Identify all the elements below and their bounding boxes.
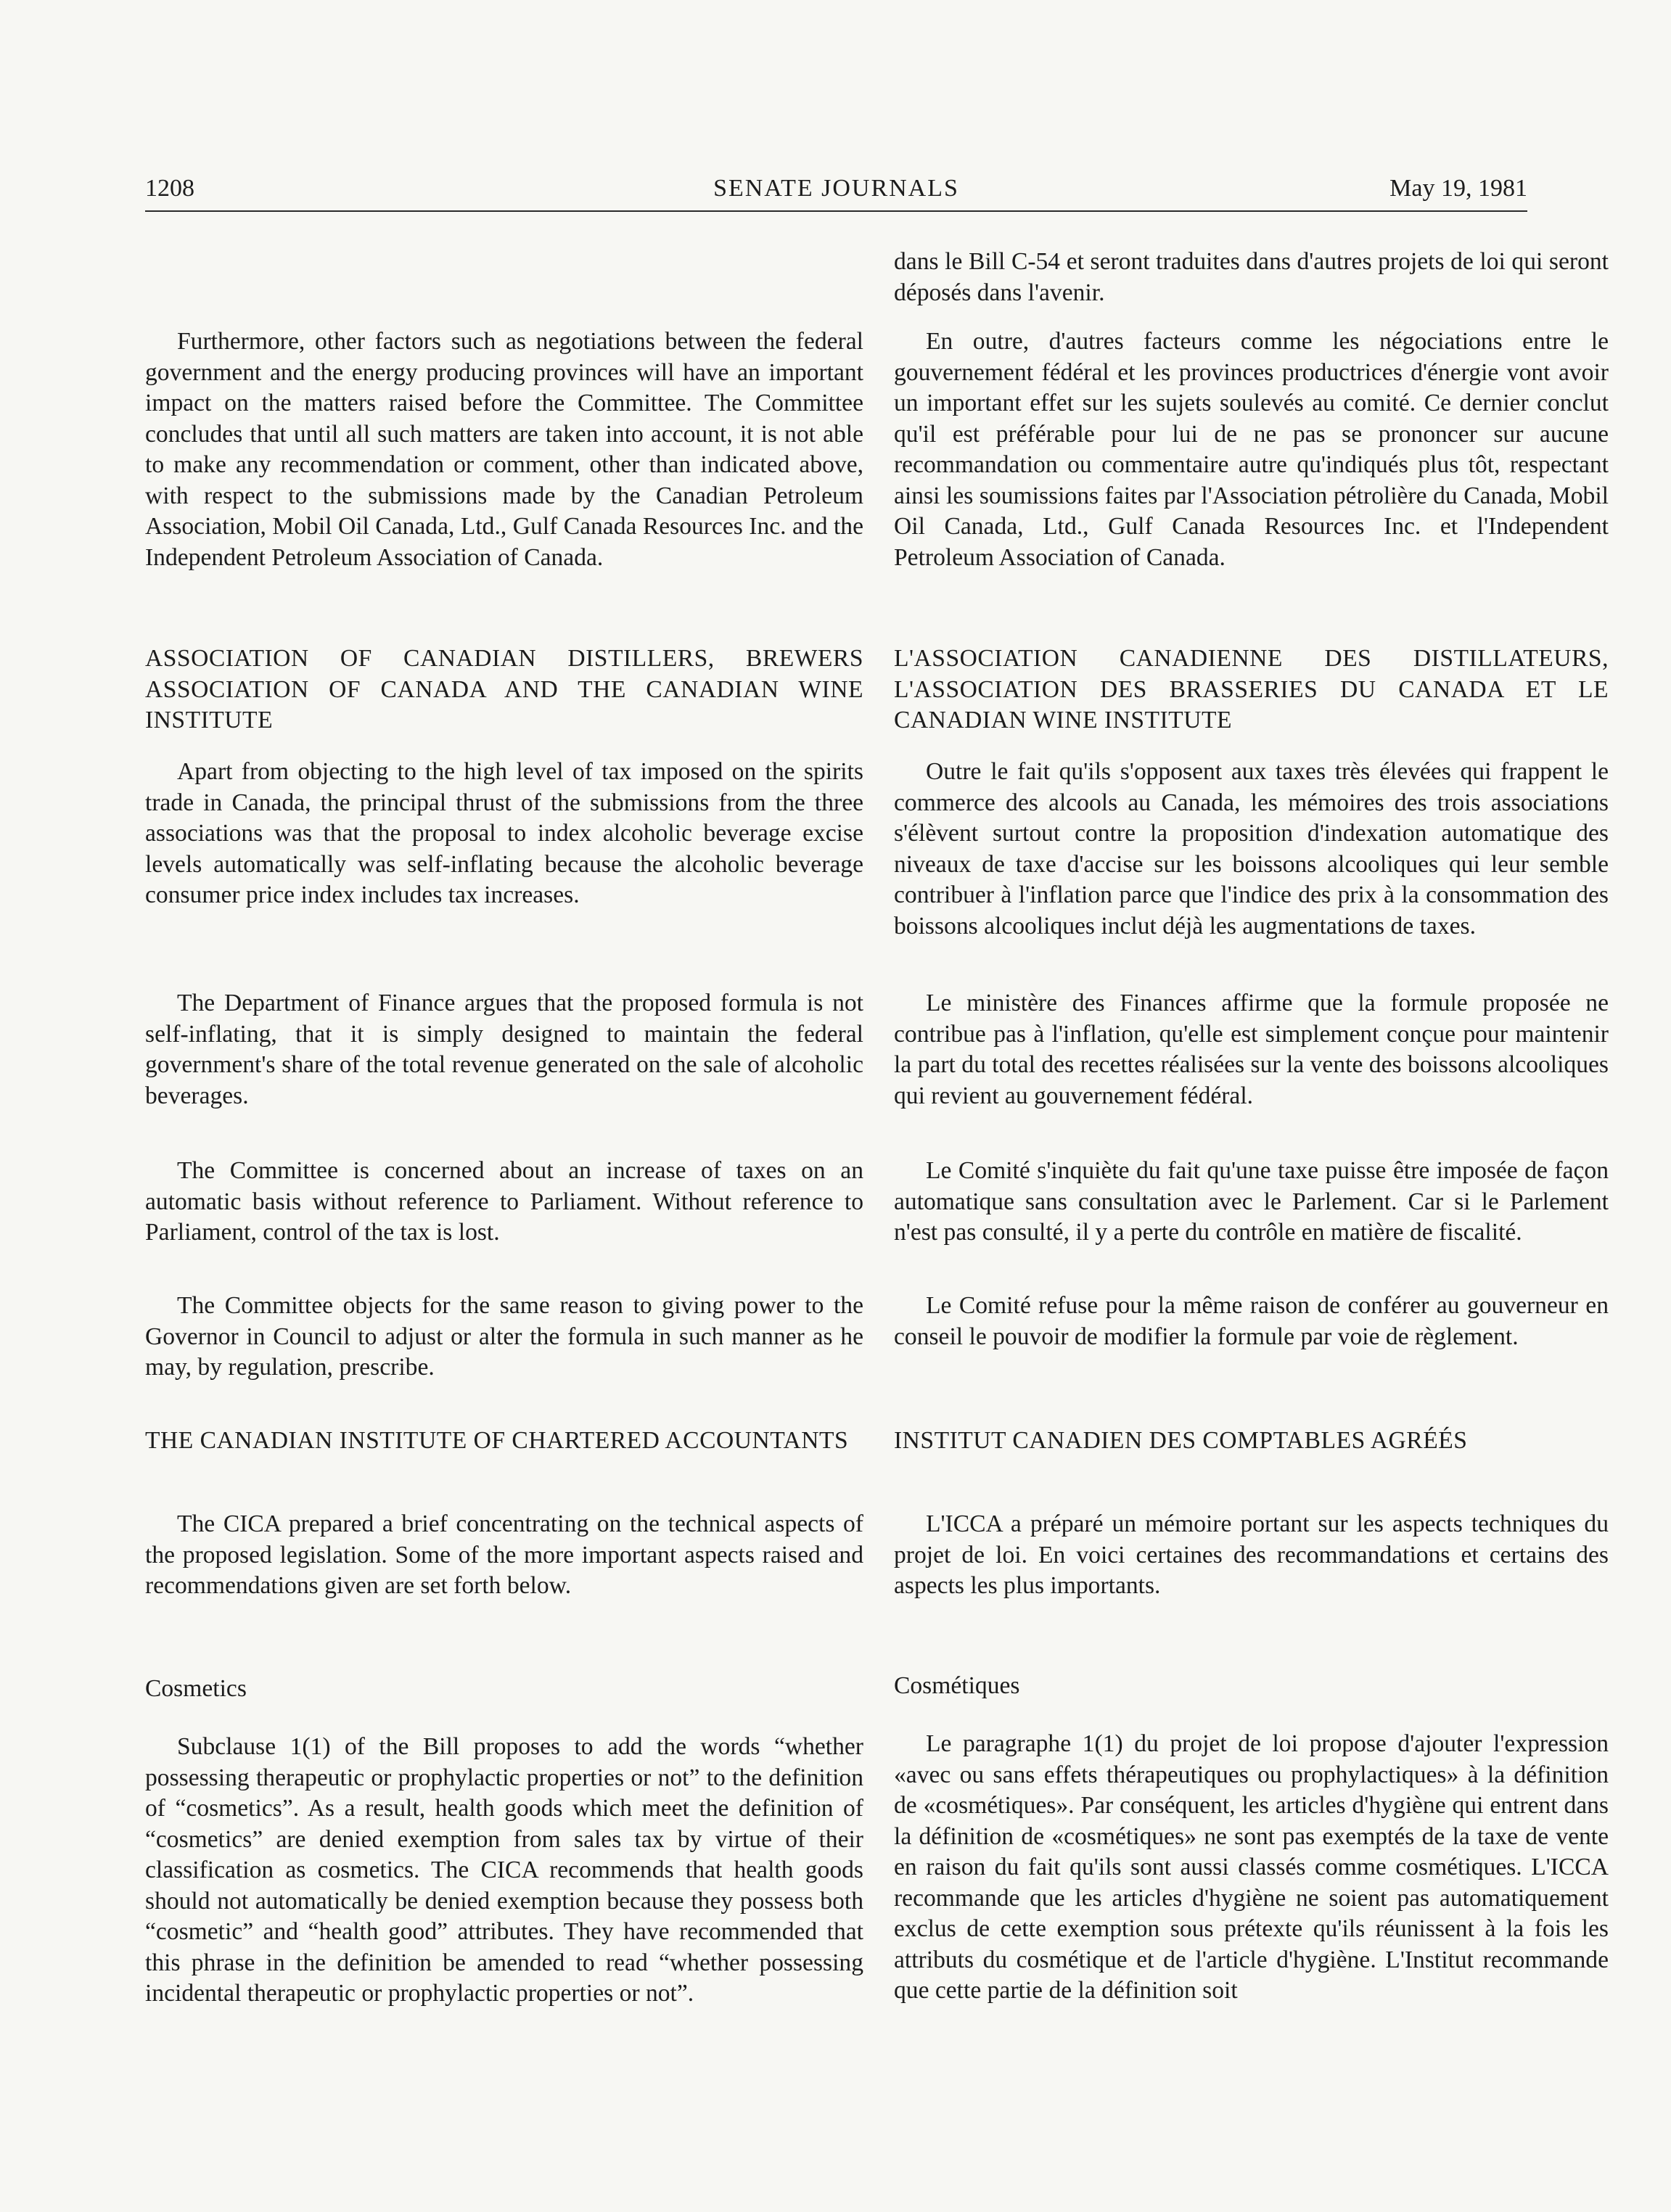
paragraph-cica-brief: The CICA prepared a brief concentrating on the technical aspects of the proposed legislation. Some of the more important aspects raised and recommendations given are set forth below. (145, 1510, 863, 1599)
paragraph-comite-inquiete: Le Comité s'inquiète du fait qu'une taxe puisse être imposée de façon automatique sans consultation avec le Parlement. Car si le Parlement n'est pas consulté, il y a perte du contrôle en matière de fiscalité. (894, 1157, 1609, 1246)
subheading-cosmetiques: Cosmétiques (894, 1672, 1020, 1699)
page-header (145, 170, 1527, 212)
paragraph-subclause: Subclause 1(1) of the Bill proposes to add the words “whether possessing therapeutic or prophylactic properties or not” to the definition of “cosmetics”. As a result, health goods which meet the definition of “cosmetics” are denied exemption from sales tax by virtue of their classification as cosmetics. The CICA recommends that health goods should not automatically be denied exemption because they possess both “cosmetic” and “health good” attributes. They have recommended that this phrase in the definition be amended to read “whether possessing incidental therapeutic or prophylactic properties or not”. (145, 1733, 863, 2007)
paragraph-furthermore: Furthermore, other factors such as negotiations between the federal government and the energy producing provinces will have an important impact on the matters raised before the Committee. The Committee concludes that until all such matters are taken into account, it is not able to make any recommendation or comment, other than indicated above, with respect to the submissions made by the Canadian Petroleum Association, Mobil Oil Canada, Ltd., Gulf Canada Resources Inc. and the Independent Petroleum Association of Canada. (145, 328, 863, 571)
paragraph-outre-le-fait: Outre le fait qu'ils s'opposent aux taxes très élevées qui frappent le commerce des alcools au Canada, les mémoires des trois associations s'élèvent surtout contre la proposition d'indexation automatique des niveaux de taxe d'accise sur les boissons alcooliques qui leur semble contribuer à l'inflation parce que l'indice des prix à la consommation des boissons alcooliques inclut déjà les augmentations de taxes. (894, 758, 1609, 940)
paragraph-icca-memoire: L'ICCA a préparé un mémoire portant sur les aspects techniques du projet de loi. En voici certaines des recommandations et certains des aspects les plus importants. (894, 1510, 1609, 1599)
subheading-cosmetics: Cosmetics (145, 1675, 247, 1702)
paragraph-apart-from-objecting: Apart from objecting to the high level of tax imposed on the spirits trade in Canada, the principal thrust of the submissions from the three associations was that the proposal to index alcoholic beverage excise levels automatically was self-inflating because the alcoholic beverage consumer price index includes tax increases. (145, 758, 863, 908)
paragraph-comite-refuse: Le Comité refuse pour la même raison de conférer au gouverneur en conseil le pouvoir de modifier la formule par voie de règlement. (894, 1292, 1609, 1350)
heading-association-distillateurs: L'ASSOCIATION CANADIENNE DES DISTILLATEURS, L'ASSOCIATION DES BRASSERIES DU CANADA ET LE CANADIAN WINE INSTITUTE (894, 645, 1609, 733)
paragraph-committee-concerned: The Committee is concerned about an increase of taxes on an automatic basis without reference to Parliament. Without reference to Parliament, control of the tax is lost. (145, 1157, 863, 1246)
paragraph-department-of-finance: The Department of Finance argues that the proposed formula is not self-inflating, that it is simply designed to maintain the federal government's share of the total revenue generated on the sale of alcoholic beverages. (145, 990, 863, 1109)
heading-institut-canadien: INSTITUT CANADIEN DES COMPTABLES AGRÉÉS (894, 1427, 1468, 1454)
paragraph-en-outre: En outre, d'autres facteurs comme les négociations entre le gouvernement fédéral et les provinces productrices d'énergie vont avoir un important effet sur les sujets soulevés au comité. Ce dernier conclut qu'il est préférable pour lui de ne pas se prononcer sur aucune recommandation ou commentaire autre qu'indiqués plus tôt, respectant ainsi les soumissions faites par l'Association pétrolière du Canada, Mobil Oil Canada, Ltd., Gulf Canada Resources Inc. et l'Independent Petroleum Association of Canada. (894, 328, 1609, 571)
paragraph-committee-objects: The Committee objects for the same reason to giving power to the Governor in Council to adjust or alter the formula in such manner as he may, by regulation, prescribe. (145, 1292, 863, 1381)
heading-chartered-accountants: THE CANADIAN INSTITUTE OF CHARTERED ACCOUNTANTS (145, 1427, 849, 1454)
journal-title: SENATE JOURNALS (713, 175, 959, 202)
paragraph-ministere-des-finances: Le ministère des Finances affirme que la formule proposée ne contribue pas à l'inflation, qu'elle est simplement conçue pour maintenir la part du total des recettes réalisées sur la vente des boissons alcooliques qui revient au gouvernement fédéral. (894, 990, 1609, 1109)
issue-date: May 19, 1981 (1389, 175, 1527, 202)
page-number: 1208 (145, 175, 194, 202)
paragraph-paragraphe: Le paragraphe 1(1) du projet de loi propose d'ajouter l'expression «avec ou sans effets thérapeutiques ou prophylactiques» à la définition de «cosmétiques». Par conséquent, les articles d'hygiène qui entrent dans la définition de «cosmétiques» ne sont pas exemptés de la taxe de vente en raison du fait qu'ils sont aussi classés comme cosmétiques. L'ICCA recommande que les articles d'hygiène ne soient pas automatiquement exclus de cette exemption sous prétexte qu'ils réunissent à la fois les attributs du cosmétique et de l'article d'hygiène. L'Institut recommande que cette partie de la définition soit (894, 1730, 1609, 2004)
heading-distillers-association: ASSOCIATION OF CANADIAN DISTILLERS, BREWERS ASSOCIATION OF CANADA AND THE CANADIAN WINE INSTITUTE (145, 645, 863, 733)
paragraph-continued: dans le Bill C-54 et seront traduites dans d'autres projets de loi qui seront déposés dans l'avenir. (894, 248, 1609, 306)
